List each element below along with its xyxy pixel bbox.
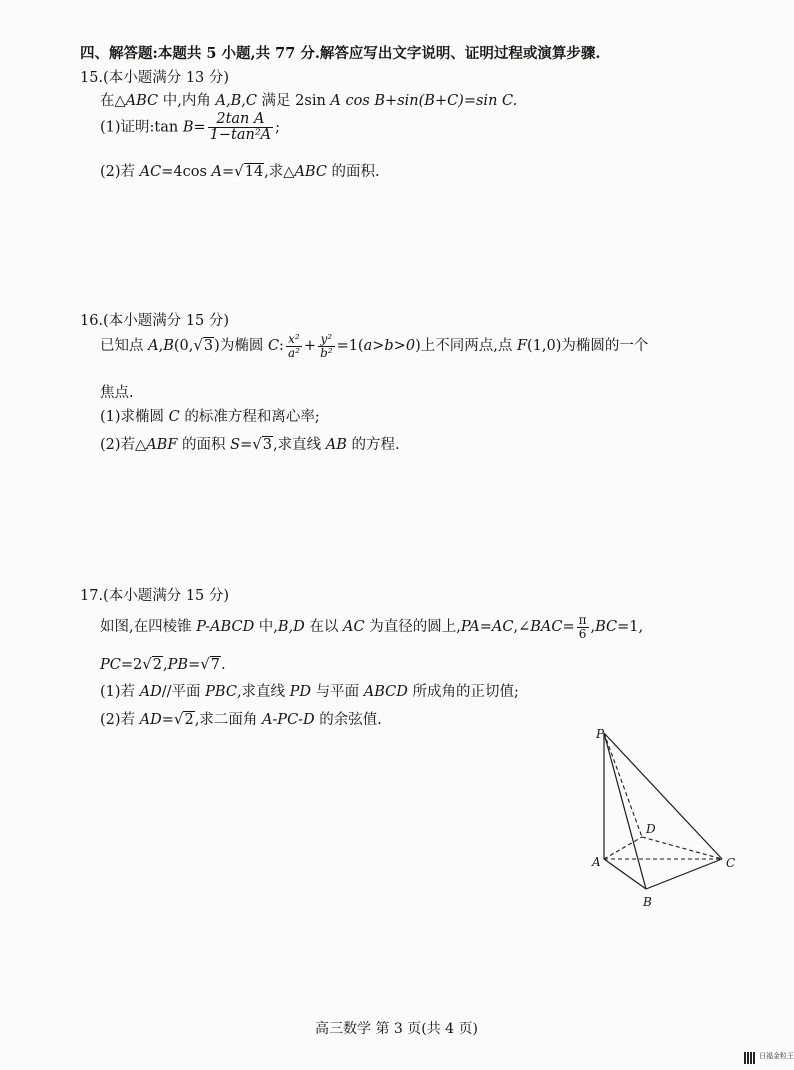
q17-part2: (2)若 AD=√2,求二面角 A-PC-D 的余弦值. xyxy=(100,710,382,728)
q17-line2: PC=2√2,PB=√7. xyxy=(100,655,226,673)
qr-code-icon xyxy=(744,1052,756,1064)
label-A: A xyxy=(592,855,601,869)
edge-PD xyxy=(604,733,642,837)
brand-watermark: 日福金粒王 xyxy=(759,1052,794,1060)
q16-header: 16.(本小题满分 15 分) xyxy=(80,313,230,329)
edge-AD xyxy=(604,837,642,859)
label-C: C xyxy=(726,856,736,870)
q16-line2: 焦点. xyxy=(100,385,134,401)
q17-part1: (1)若 AD//平面 PBC,求直线 PD 与平面 ABCD 所成角的正切值; xyxy=(100,684,519,700)
q17-header: 17.(本小题满分 15 分) xyxy=(80,588,230,604)
section-heading: 四、解答题:本题共 5 小题,共 77 分.解答应写出文字说明、证明过程或演算步骤. xyxy=(80,45,601,62)
q16-line1: 已知点 A,B(0,√3)为椭圆 C: $\frac{\text{x²}}{\text{a²}}$ + $\frac{\text{y²}}{\text{b²}}$ =1(a>b>0)上不同两点,点 F(1,0)为椭圆的一个 xyxy=(100,332,649,360)
q15-intro: 在△ABC 中,内角 A,B,C 满足 2sin A cos B+sin(B+C)=sin C. xyxy=(100,93,518,109)
q16-part1: (1)求椭圆 C 的标准方程和离心率; xyxy=(100,409,320,425)
edge-BC xyxy=(646,859,722,889)
q17-line1: 如图,在四棱锥 P-ABCD 中,B,D 在以 AC 为直径的圆上,PA=AC,∠BAC= $\frac{\pi}{6}$ ,BC=1, xyxy=(100,613,644,641)
q15-header: 15.(本小题满分 13 分) xyxy=(80,70,230,86)
page-footer: 高三数学 第 3 页(共 4 页) xyxy=(315,1021,478,1037)
edge-DC xyxy=(642,837,722,859)
q16-part2: (2)若△ABF 的面积 S=√3,求直线 AB 的方程. xyxy=(100,435,400,453)
q15-part1: (1)证明:tan B= $\frac{\text{2tan A}}{\text{1−tan²A}}$ ; xyxy=(100,111,281,144)
q15-part2: (2)若 AC=4cos A=√14,求△ABC 的面积. xyxy=(100,162,380,180)
label-P: P xyxy=(596,727,605,741)
pyramid-figure xyxy=(580,722,750,912)
edge-PC xyxy=(604,733,722,859)
edge-PB xyxy=(604,733,646,889)
label-D: D xyxy=(646,822,656,836)
label-B: B xyxy=(643,895,652,909)
tan-fraction: $\frac{\text{2tan A}}{\text{1−tan²A}}$ xyxy=(209,111,272,144)
